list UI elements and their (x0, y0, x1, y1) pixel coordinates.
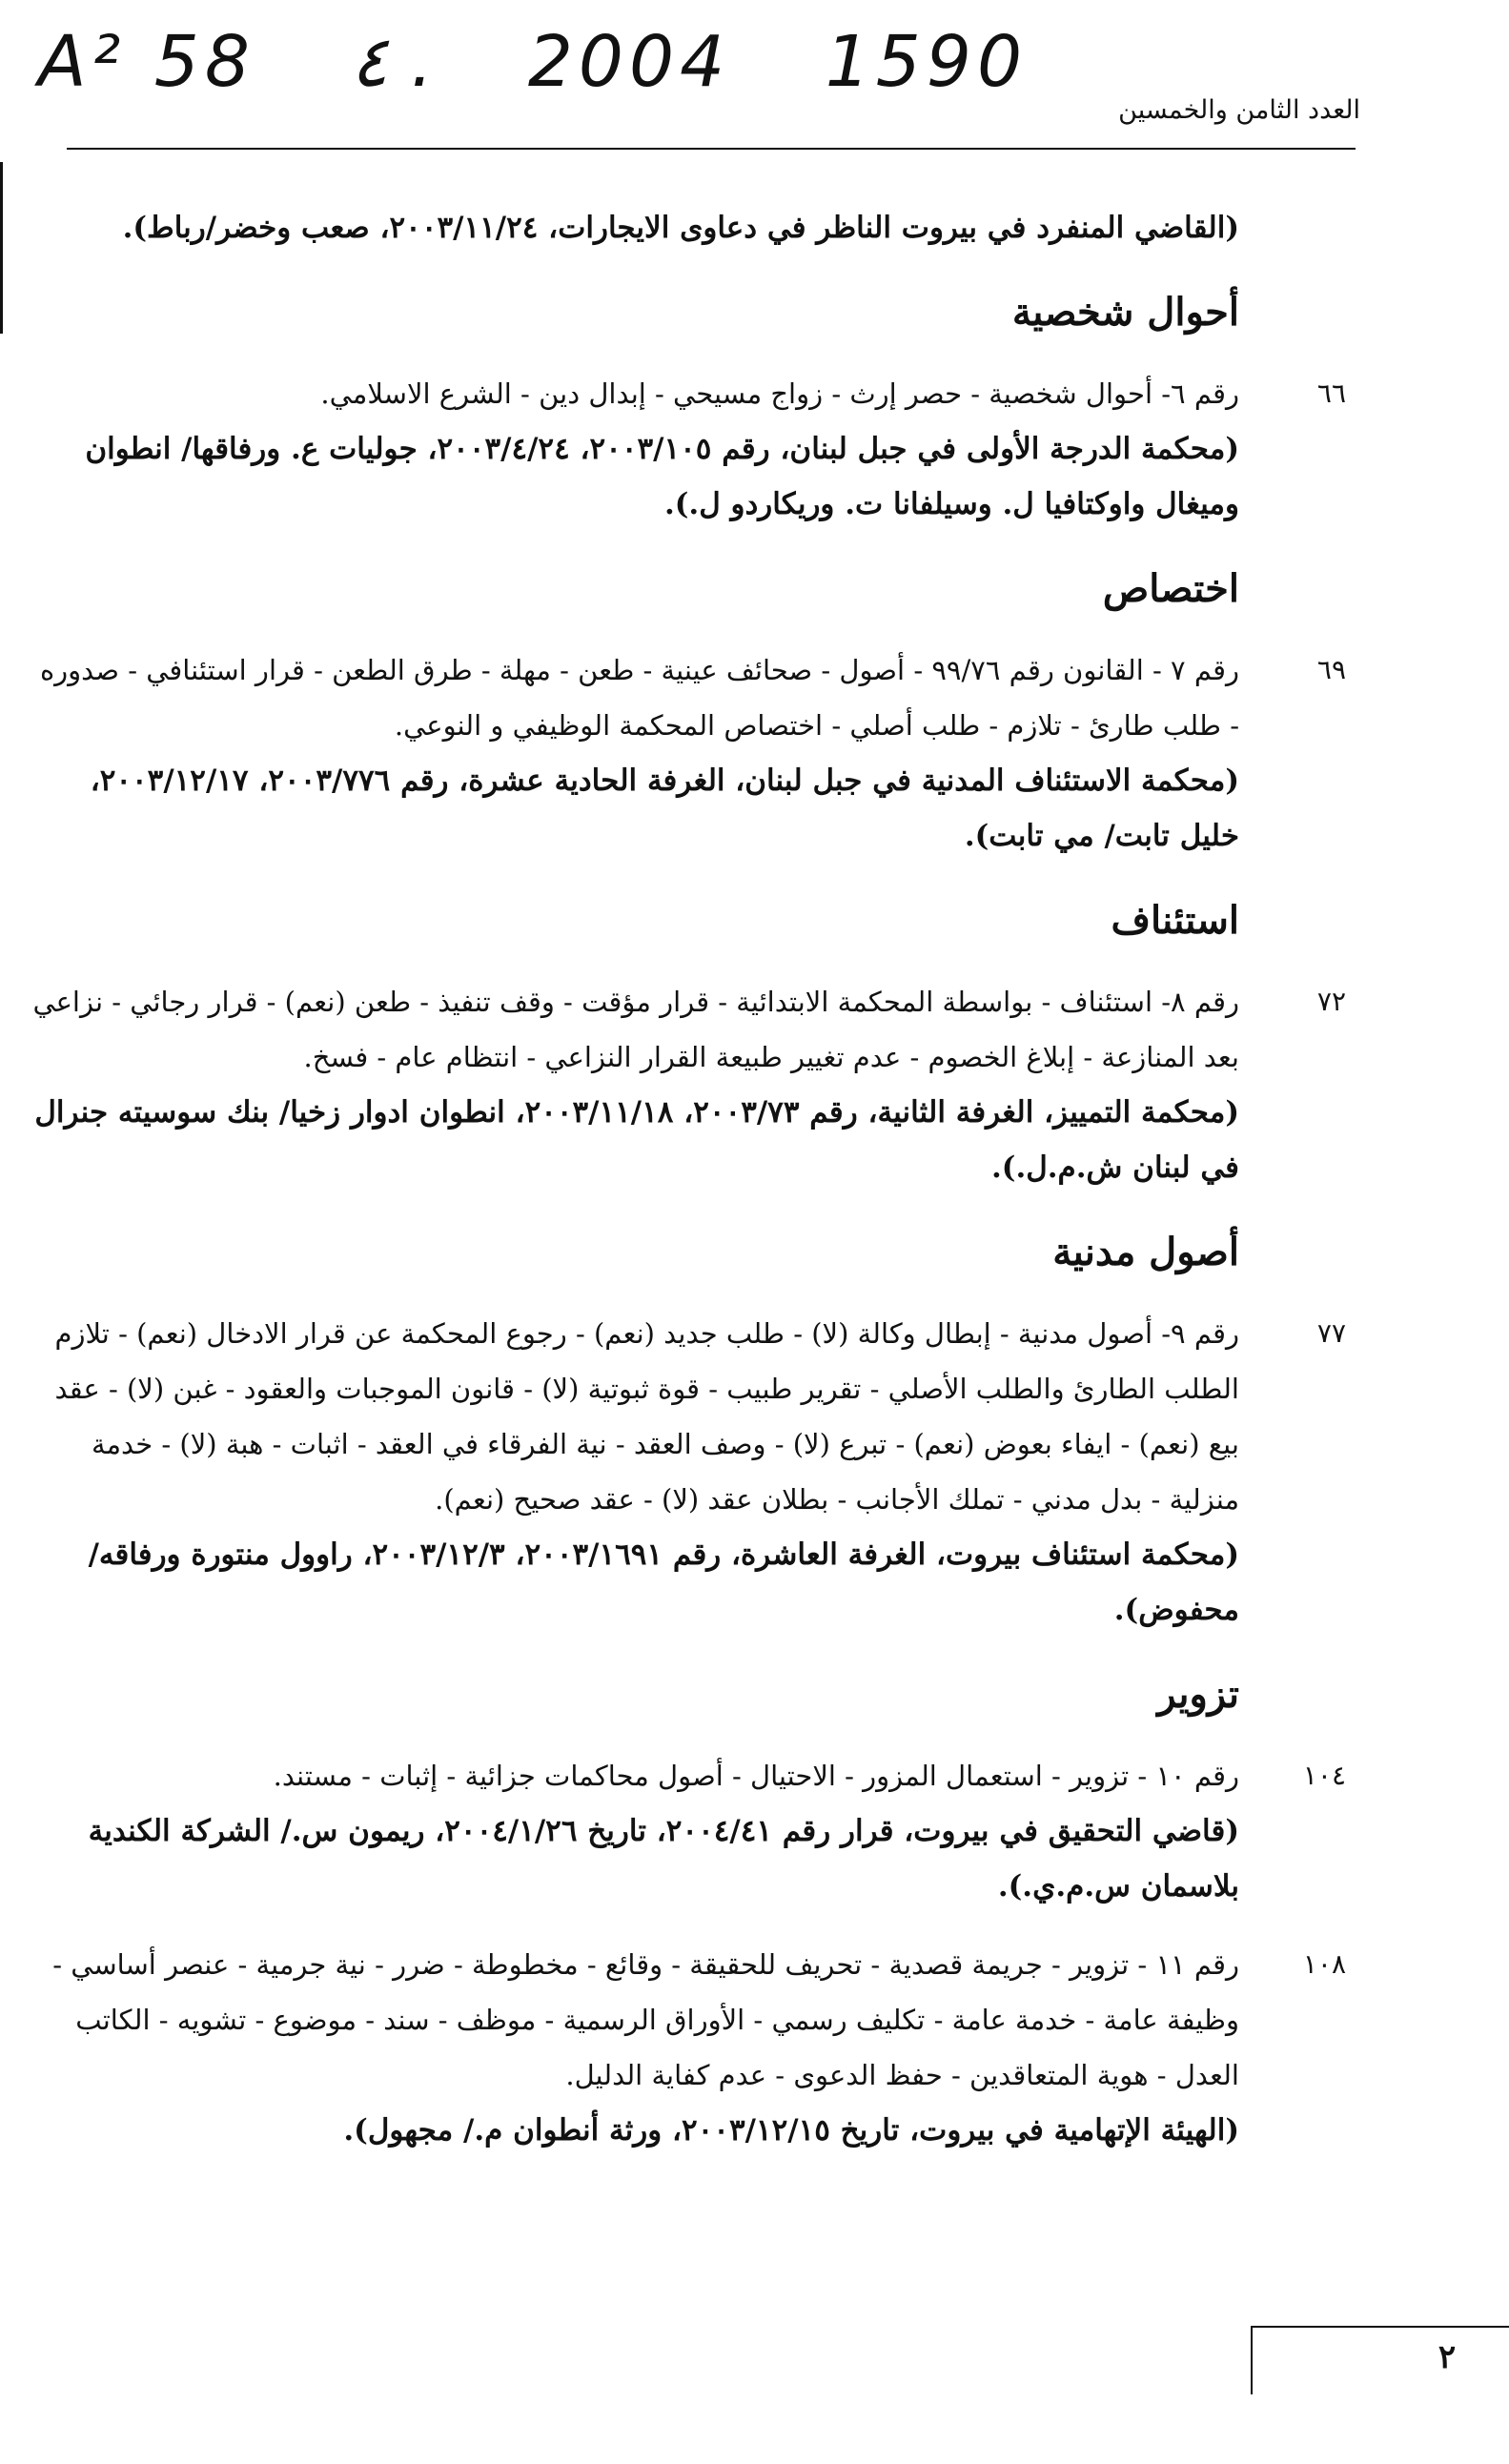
margin-mark (0, 162, 3, 334)
court-citation: (محكمة الدرجة الأولى في جبل لبنان، رقم ٢٠٠٣/١٠٥، ٢٠٠٣/٤/٢٤، جوليات ع. ورفاقها/ انطوان وميغال واوكتافيا ل. وسيلفانا ت. وريكاردو ل.). (85, 432, 1239, 521)
entry-number: ٧٢ (1316, 986, 1346, 1017)
entry-keywords: رقم ٨- استئناف - بواسطة المحكمة الابتدائية - قرار مؤقت - وقف تنفيذ - طعن (نعم) - قرار رجائي - نزاعي بعد المنازعة - إبلاغ الخصوم - عدم تغيير طبيعة القرار النزاعي - انتظام عام - فسخ. (32, 986, 1239, 1073)
page-number: ٢ (1438, 2338, 1457, 2376)
entry-number: ١٠٨ (1302, 1948, 1346, 1980)
court-citation: (قاضي التحقيق في بيروت، قرار رقم ٢٠٠٤/٤١، تاريخ ٢٠٠٤/١/٢٦، ريمون س./ الشركة الكندية بلاسمان س.م.ي.). (88, 1814, 1239, 1904)
court-citation: (محكمة التمييز، الغرفة الثانية، رقم ٢٠٠٣/٧٣، ٢٠٠٣/١١/١٨، انطوان ادوار زخيا/ بنك سوسيته جنرال في لبنان ش.م.ل.). (34, 1095, 1239, 1185)
entry-number: ٦٩ (1316, 654, 1346, 685)
section-civil-procedure (29, 1224, 1346, 1638)
entry-number: ٧٧ (1316, 1317, 1346, 1349)
entry-number: ١٠٤ (1302, 1760, 1346, 1791)
handwritten-ref: A² 58 (38, 21, 255, 103)
handwritten-year: 2004 (527, 21, 731, 103)
section-title: تزوير (1157, 1672, 1239, 1717)
handwritten-annotation (38, 21, 1068, 103)
court-citation: (محكمة الاستئناف المدنية في جبل لبنان، الغرفة الحادية عشرة، رقم ٢٠٠٣/٧٧٦، ٢٠٠٣/١٢/١٧، خليل تابت/ مي تابت). (90, 764, 1239, 853)
entry-keywords: رقم ١٠ - تزوير - استعمال المزور - الاحتيال - أصول محاكمات جزائية - إثبات - مستند. (273, 1760, 1239, 1792)
handwritten-number: 1590 (825, 21, 1029, 103)
section-title: أصول مدنية (1052, 1230, 1239, 1274)
header-rule (67, 148, 1356, 150)
entry (29, 1748, 1346, 1914)
section-forgery (29, 1666, 1346, 2158)
court-citation: (محكمة استئناف بيروت، الغرفة العاشرة، رقم ٢٠٠٣/١٦٩١، ٢٠٠٣/١٢/٣، راوول منتورة ورفاقه/ محفوض). (88, 1537, 1239, 1627)
running-head: العدد الثامن والخمسين (1118, 95, 1360, 125)
intro-court-citation: (القاضي المنفرد في بيروت الناظر في دعاوى الايجارات، ٢٠٠٣/١١/٢٤، صعب وخضر/رباط). (122, 211, 1239, 245)
entry-keywords: رقم ٦- أحوال شخصية - حصر إرث - زواج مسيحي - إبدال دين - الشرع الاسلامي. (320, 377, 1239, 410)
entry (29, 642, 1346, 864)
entry-keywords: رقم ٩- أصول مدنية - إبطال وكالة (لا) - طلب جديد (نعم) - رجوع المحكمة عن قرار الادخال (نعم) - تلازم الطلب الطارئ والطلب الأصلي - تقرير طبيب - قوة ثبوتية (لا) - قانون الموجبات والعقود - غبن (لا) - عقد بيع (نعم) - ايفاء بعوض (نعم) - تبرع (لا) - وصف العقد - نية الفرقاء في العقد - اثبات - هبة (لا) - خدمة منزلية - بدل مدني - تملك الأجانب - بطلان عقد (لا) - عقد صحيح (نعم). (54, 1317, 1239, 1516)
document-body (29, 200, 1346, 2158)
entry (29, 1937, 1346, 2158)
entry (29, 1306, 1346, 1638)
section-title: اختصاص (1102, 566, 1239, 611)
section-title: أحوال شخصية (1011, 290, 1239, 335)
section-personal-status (29, 284, 1346, 532)
handwritten-mark: ٤ . (350, 21, 434, 103)
entry-keywords: رقم ١١ - تزوير - جريمة قصدية - تحريف للحقيقة - وقائع - مخطوطة - ضرر - نية جرمية - عنصر أساسي - وظيفة عامة - خدمة عامة - تكليف رسمي - الأوراق الرسمية - موظف - سند - موضوع - تشويه - الكاتب العدل - هوية المتعاقدين - حفظ الدعوى - عدم كفاية الدليل. (52, 1948, 1239, 2091)
court-citation: (الهيئة الإتهامية في بيروت، تاريخ ٢٠٠٣/١٢/١٥، ورثة أنطوان م./ مجهول). (343, 2113, 1239, 2148)
section-title: استئناف (1111, 898, 1239, 943)
entry-keywords: رقم ٧ - القانون رقم ٩٩/٧٦ - أصول - صحائف عينية - طعن - مهلة - طرق الطعن - قرار استئنافي - صدوره - طلب طارئ - تلازم - طلب أصلي - اختصاص المحكمة الوظيفي و النوعي. (39, 654, 1239, 742)
entry-number: ٦٦ (1316, 377, 1346, 409)
entry (29, 366, 1346, 532)
section-appeal (29, 892, 1346, 1195)
section-jurisdiction (29, 560, 1346, 864)
entry (29, 974, 1346, 1195)
